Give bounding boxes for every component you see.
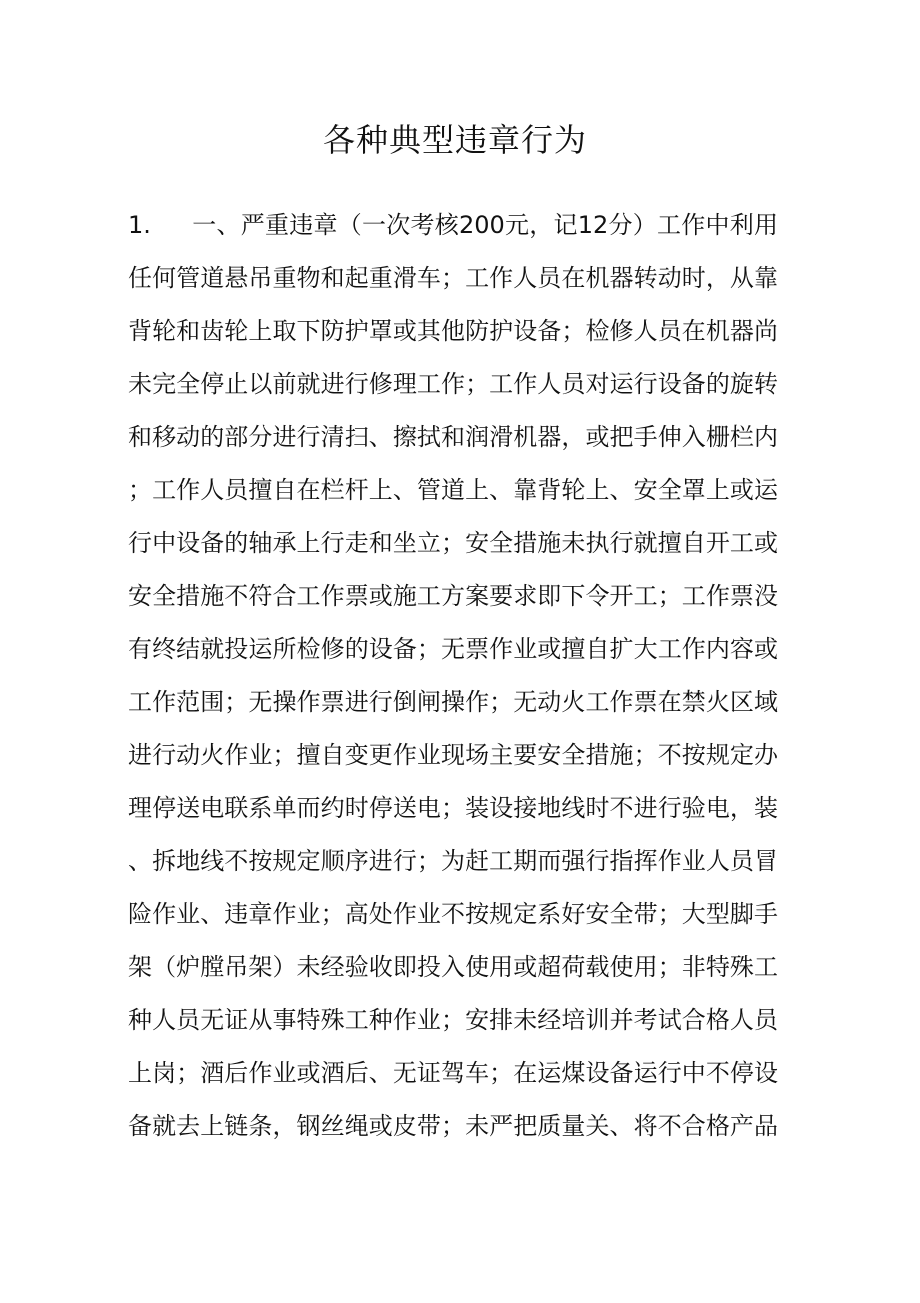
paragraph-line: 架（炉膛吊架）未经验收即投入使用或超荷载使用；非特殊工: [128, 953, 778, 981]
paragraph-line: 未完全停止以前就进行修理工作；工作人员对运行设备的旋转: [128, 370, 778, 398]
paragraph-line: [128, 199, 778, 252]
paragraph-line: 上岗；酒后作业或酒后、无证驾车；在运煤设备运行中不停设: [128, 1059, 778, 1087]
paragraph-line: 工作范围；无操作票进行倒闸操作；无动火工作票在禁火区域: [128, 688, 778, 716]
paragraph-line: 备就去上链条，钢丝绳或皮带；未严把质量关、将不合格产品: [128, 1112, 778, 1140]
paragraph-line: 安全措施不符合工作票或施工方案要求即下令开工；工作票没: [128, 582, 778, 610]
paragraph-line: 理停送电联系单而约时停送电；装设接地线时不进行验电，装: [128, 794, 778, 822]
paragraph-line: 有终结就投运所检修的设备；无票作业或擅自扩大工作内容或: [128, 635, 778, 663]
paragraph-line: 行中设备的轴承上行走和坐立；安全措施未执行就擅自开工或: [128, 529, 778, 557]
paragraph-line: 险作业、违章作业；高处作业不按规定系好安全带；大型脚手: [128, 900, 778, 928]
document-body: [128, 199, 778, 1153]
paragraph-line: 和移动的部分进行清扫、擦拭和润滑机器，或把手伸入栅栏内: [128, 423, 778, 451]
paragraph-line: 进行动火作业；擅自变更作业现场主要安全措施；不按规定办: [128, 741, 778, 769]
paragraph-line: 种人员无证从事特殊工种作业；安排未经培训并考试合格人员: [128, 1006, 778, 1034]
paragraph-line: 背轮和齿轮上取下防护罩或其他防护设备；检修人员在机器尚: [128, 317, 778, 345]
item-number: 1.: [128, 211, 151, 239]
document-title: 各种典型违章行为: [322, 121, 587, 159]
paragraph-line: ；工作人员擅自在栏杆上、管道上、靠背轮上、安全罩上或运: [128, 476, 778, 504]
paragraph-line: 任何管道悬吊重物和起重滑车；工作人员在机器转动时，从靠: [128, 264, 778, 292]
line-text: 一、严重违章（一次考核200元，记12分）工作中利用: [192, 211, 778, 239]
paragraph-line: 、拆地线不按规定顺序进行；为赶工期而强行指挥作业人员冒: [128, 847, 778, 875]
